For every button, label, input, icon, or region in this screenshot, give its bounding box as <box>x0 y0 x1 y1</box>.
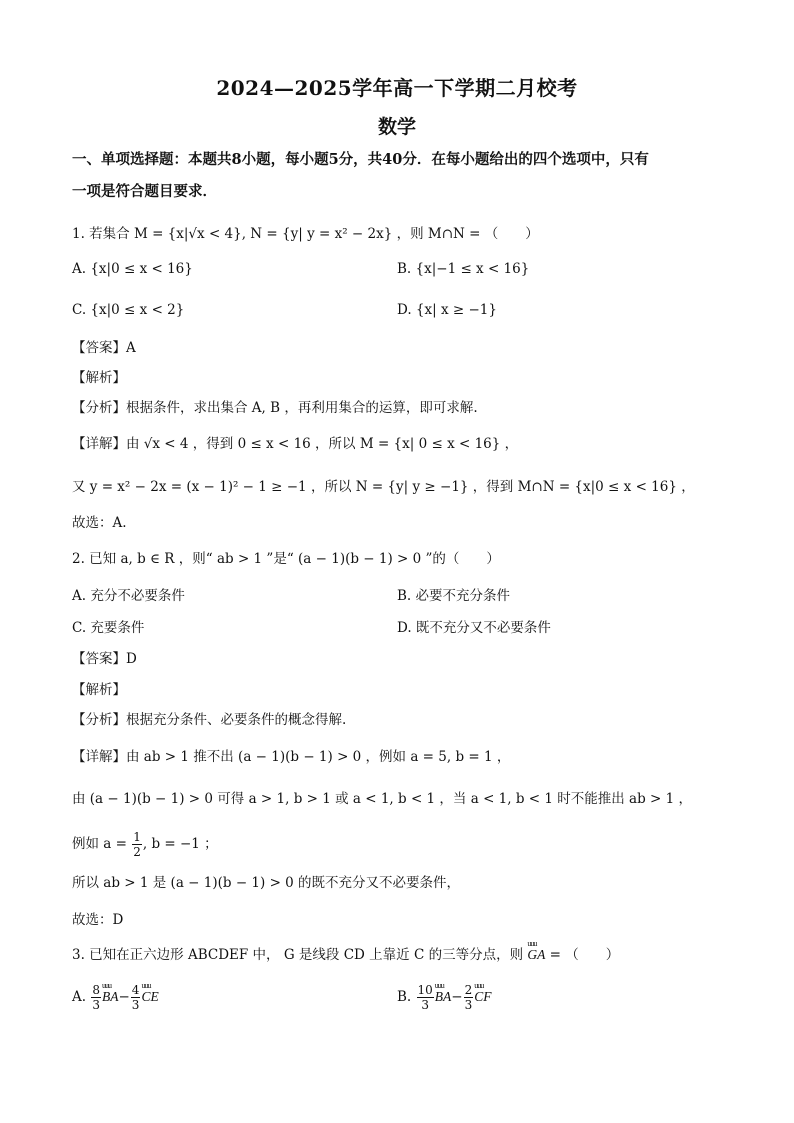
q1-option-d: D. {x| x ≥ −1} <box>397 302 497 318</box>
vector-ba: uuu BA <box>435 987 452 1007</box>
q1-xiangjie-1: 【详解】由 √x < 4 ，得到 0 ≤ x < 16 ，所以 M = {x| 0 ≤ x < 16} ， <box>72 436 519 452</box>
q1-option-b: B. {x|−1 ≤ x < 16} <box>397 261 530 277</box>
q2-xiangjie-3 <box>72 830 218 859</box>
q3-stem-prefix: 3. 已知在正六边形 ABCDEF 中， G 是线段 CD 上靠近 C 的三等分点，则 <box>72 947 528 963</box>
q3-stem <box>72 945 619 965</box>
q3-option-a <box>72 983 159 1012</box>
q3-stem-suffix: = （ ） <box>545 947 620 963</box>
q2-jiexi: 【解析】 <box>72 682 126 698</box>
fraction <box>91 983 101 1012</box>
q2-xiangjie-2: 由 (a − 1)(b − 1) > 0 可得 a > 1, b > 1 或 a < 1, b < 1 ，当 a < 1, b < 1 时不能推出 ab > 1 ， <box>72 791 693 807</box>
fraction-denominator: 3 <box>421 998 429 1012</box>
fraction-numerator: 10 <box>417 983 433 997</box>
q2-fenxi: 【分析】根据充分条件、必要条件的概念得解. <box>72 712 347 728</box>
q2-option-a: A. 充分不必要条件 <box>72 588 185 604</box>
fraction <box>417 983 434 1012</box>
vector-cf: uuu CF <box>474 987 491 1007</box>
q2-xiangjie-3-suffix: , b = −1 ； <box>142 836 218 852</box>
q1-answer: 【答案】A <box>72 340 136 356</box>
q3-option-b-label: B. <box>397 989 412 1005</box>
q1-select: 故选：A. <box>72 515 127 531</box>
section-heading-line1: 一、单项选择题：本题共8小题，每小题5分，共40分．在每小题给出的四个选项中，只有 <box>72 151 649 168</box>
fraction <box>132 830 142 859</box>
q2-xiangjie-4: 所以 ab > 1 是 (a − 1)(b − 1) > 0 的既不充分又不必要条件， <box>72 875 461 891</box>
q1-fenxi: 【分析】根据条件，求出集合 A, B ，再利用集合的运算，即可求解. <box>72 400 478 416</box>
fraction-denominator: 2 <box>133 845 141 859</box>
section-heading-line2: 一项是符合题目要求． <box>72 183 217 200</box>
q2-xiangjie-3-prefix: 例如 a = <box>72 836 132 852</box>
q1-xiangjie-2: 又 y = x² − 2x = (x − 1)² − 1 ≥ −1 ，所以 N = {y| y ≥ −1} ，得到 M∩N = {x|0 ≤ x < 16} ， <box>72 479 695 495</box>
q2-stem: 2. 已知 a, b ∈ R ，则“ ab > 1 ”是“ (a − 1)(b − 1) > 0 ”的（ ） <box>72 551 500 567</box>
vector-ba: uuu BA <box>102 987 119 1007</box>
q1-stem: 1. 若集合 M = {x|√x < 4}, N = {y| y = x² − 2x} ，则 M∩N = （ ） <box>72 226 539 242</box>
fraction-denominator: 3 <box>131 998 140 1012</box>
q2-option-b: B. 必要不充分条件 <box>397 588 511 604</box>
fraction-denominator: 3 <box>464 998 473 1012</box>
q3-option-b <box>397 983 492 1012</box>
fraction-numerator: 1 <box>133 830 141 844</box>
page-title: 2024—2025学年高一下学期二月校考 <box>216 76 578 100</box>
q3-option-a-label: A. <box>72 989 87 1005</box>
q2-xiangjie-1: 【详解】由 ab > 1 推不出 (a − 1)(b − 1) > 0 ，例如 a = 5, b = 1 ， <box>72 749 511 765</box>
q2-select: 故选：D <box>72 912 124 928</box>
subject-title: 数学 <box>377 116 416 138</box>
minus-sign: − <box>451 989 463 1005</box>
fraction-numerator: 2 <box>464 983 473 997</box>
q1-option-a: A. {x|0 ≤ x < 16} <box>72 261 193 277</box>
vector-ce: uuu CE <box>141 987 158 1007</box>
fraction-numerator: 4 <box>131 983 140 997</box>
q2-option-c: C. 充要条件 <box>72 620 145 636</box>
q2-answer: 【答案】D <box>72 651 137 667</box>
q2-option-d: D. 既不充分又不必要条件 <box>397 620 551 636</box>
fraction-numerator: 8 <box>92 983 100 997</box>
fraction-denominator: 3 <box>92 998 100 1012</box>
fraction <box>464 983 474 1012</box>
vector-ga: uuu GA <box>527 945 545 965</box>
q1-option-c: C. {x|0 ≤ x < 2} <box>72 302 185 318</box>
fraction <box>131 983 141 1012</box>
q1-jiexi: 【解析】 <box>72 370 126 386</box>
minus-sign: − <box>118 989 130 1005</box>
